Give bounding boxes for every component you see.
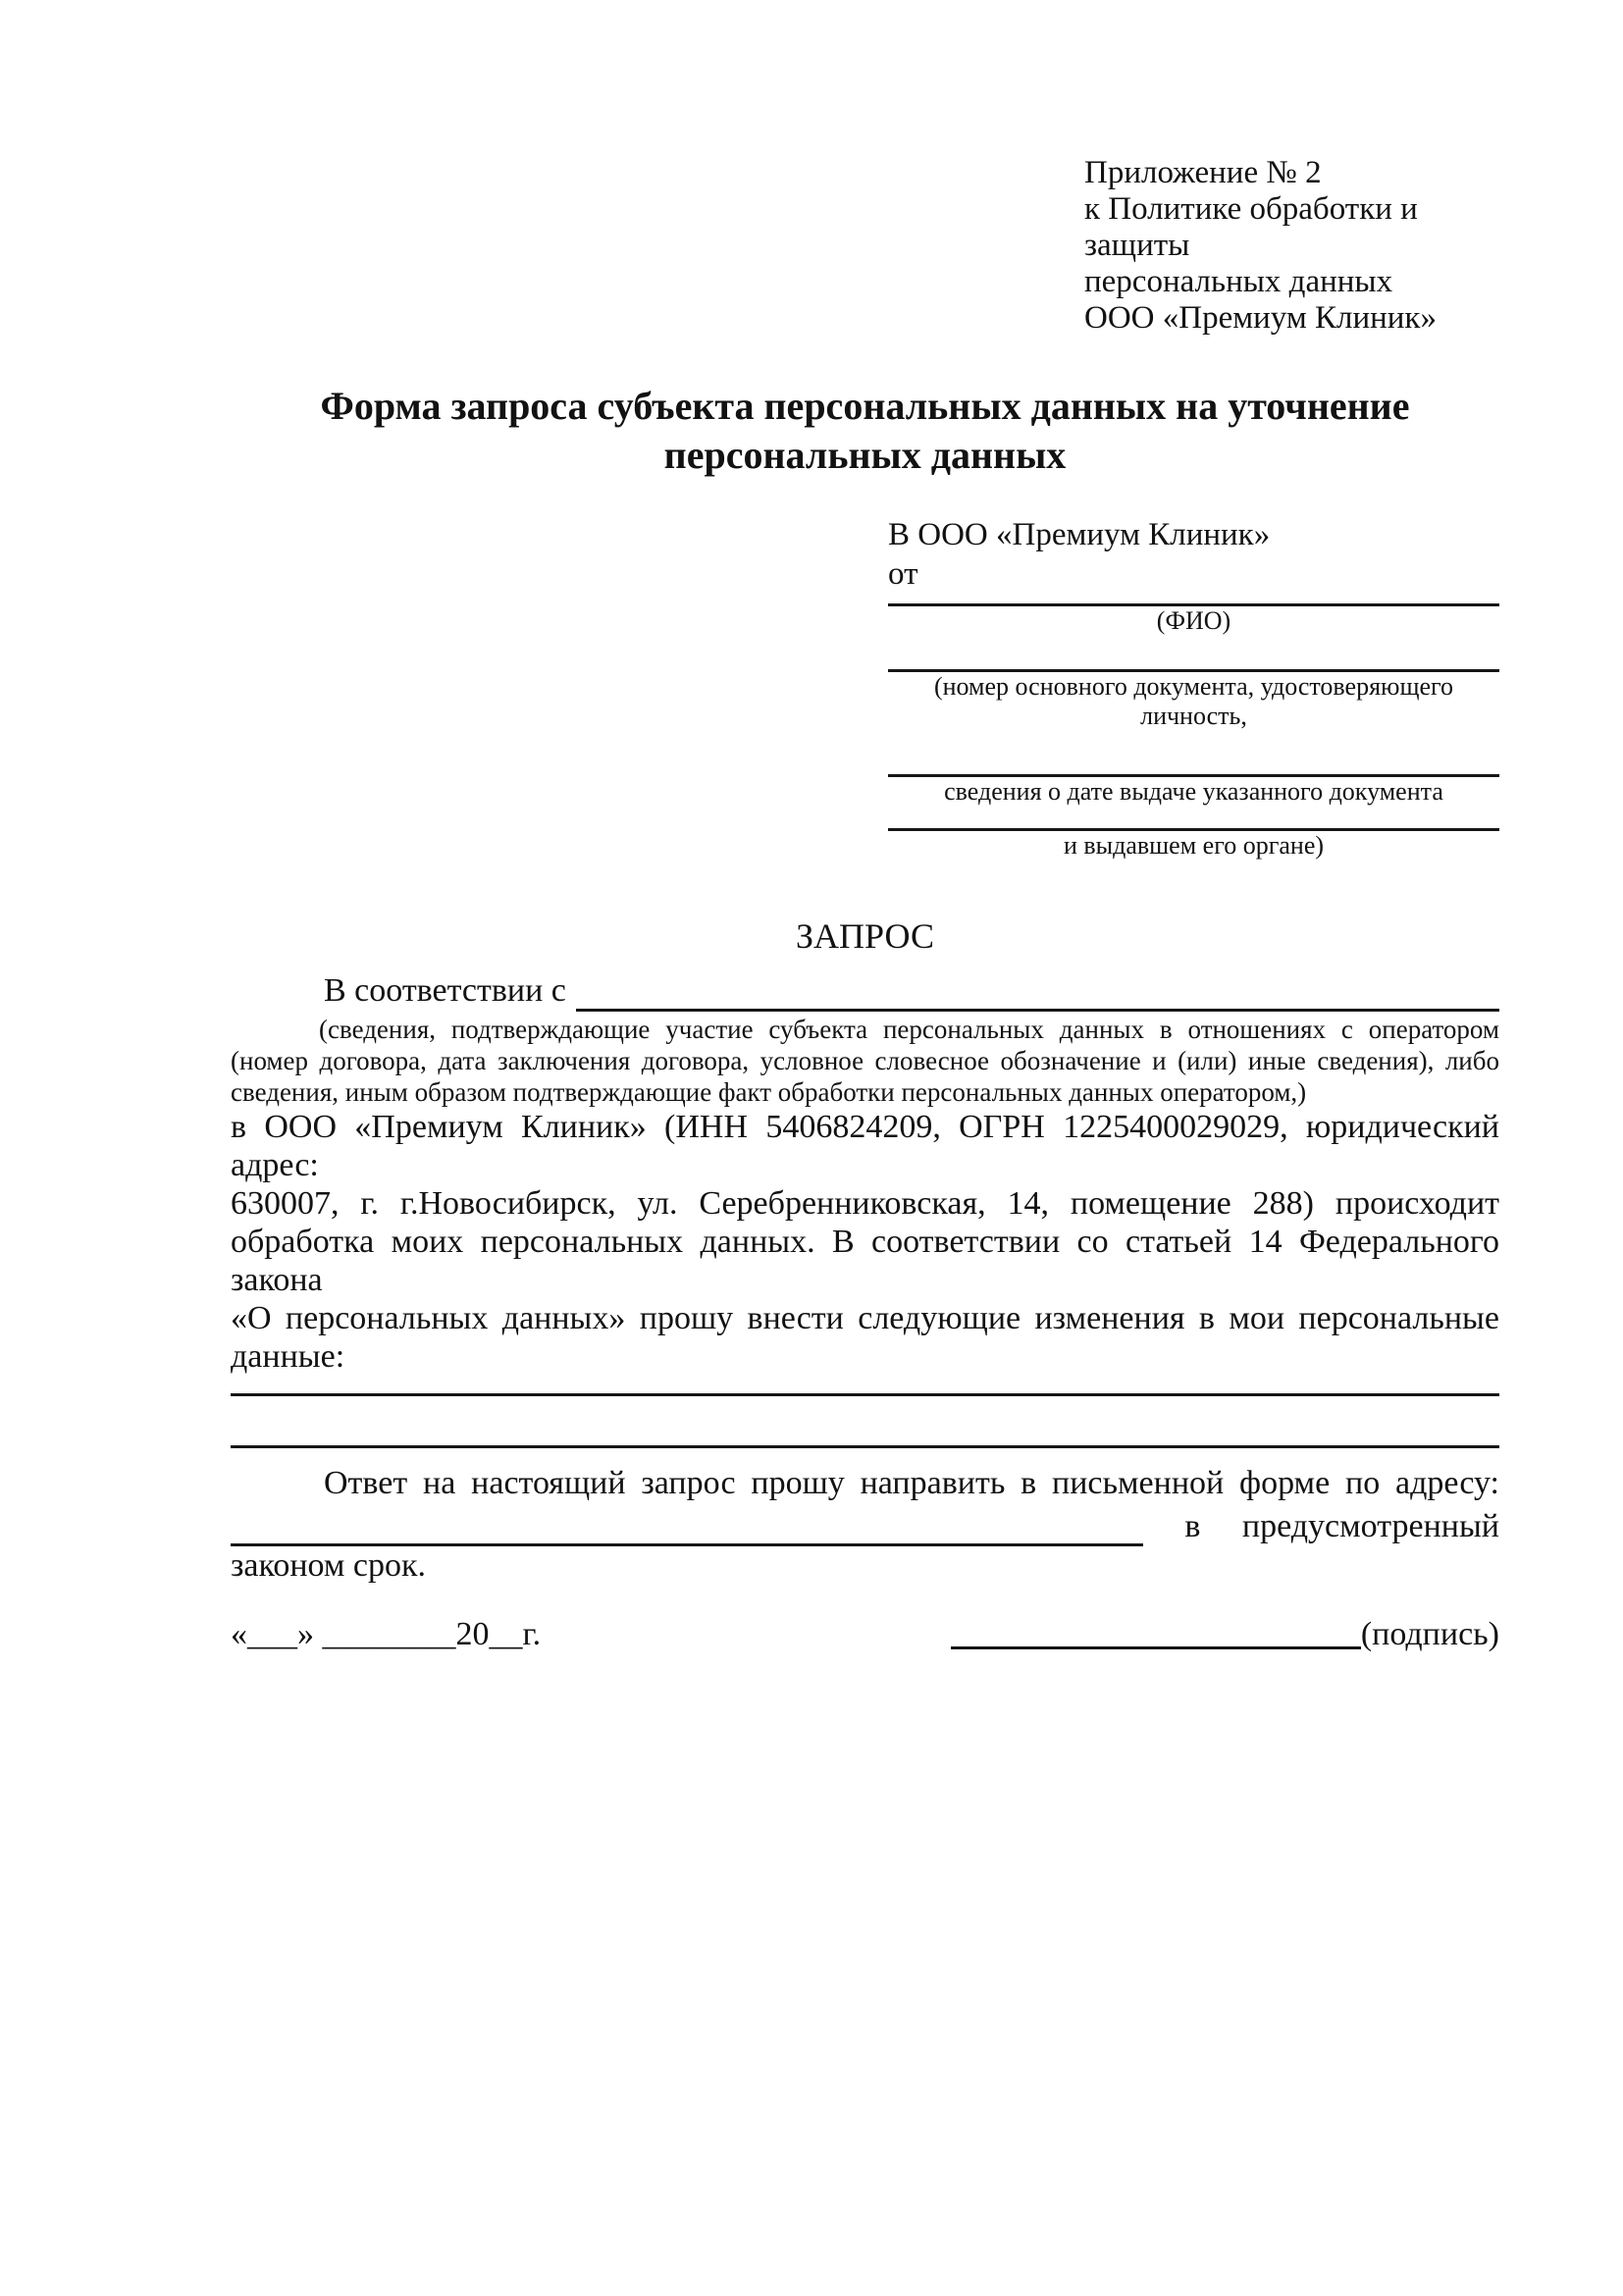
answer-paragraph-line1: Ответ на настоящий запрос прошу направить в письменной форме по адресу: [324, 1465, 1499, 1501]
body-paragraph [231, 1108, 1499, 1376]
signature-caption: (подпись) [1360, 1616, 1499, 1652]
appendix-line: к Политике обработки и защиты [1084, 191, 1418, 263]
body-line: «О персональных данных» прошу внести следующие изменения в мои персональные [231, 1300, 1499, 1336]
request-heading: ЗАПРОС [796, 916, 934, 956]
document-number-caption: (номер основного документа, удостоверяющего личность, [933, 672, 1454, 730]
changes-blank-field-1[interactable] [231, 1393, 1499, 1396]
document-title-text: Форма запроса субъекта персональных данных на уточнение персональных данных [320, 384, 1410, 477]
body-line: 630007, г. г.Новосибирск, ул. Серебренниковская, 14, помещение 288) происходит [231, 1185, 1499, 1222]
accordance-prefix: В соответствии с [324, 972, 566, 1009]
date-signature-row [231, 1613, 1499, 1654]
accordance-row [231, 970, 1499, 1012]
signature-blank-field[interactable] [951, 1613, 1361, 1649]
signature-group [951, 1613, 1499, 1654]
body-line: данные: [231, 1338, 345, 1375]
document-content [0, 155, 1623, 1654]
appendix-line: ООО «Премиум Клиник» [1084, 300, 1437, 336]
fio-blank-field[interactable] [888, 594, 1499, 606]
answer-paragraph-line2 [231, 1503, 1499, 1546]
address-blank-field[interactable] [231, 1510, 1143, 1546]
appendix-block [1084, 155, 1499, 337]
addressee-to: В ООО «Премиум Клиник» [888, 517, 1271, 552]
issue-date-caption: сведения о дате выдаче указанного документа [944, 777, 1443, 806]
explanatory-note: (сведения, подтверждающие участие субъекта персональных данных в отношениях с оператором (номер договора, дата заключения договора, условное словесное обозначение и (или) иные сведения), либо сведения, иным образом подтверждающие факт обработки персональных данных оператором,) [231, 1015, 1499, 1107]
addressee-block [888, 515, 1499, 861]
accordance-blank-field[interactable] [576, 975, 1499, 1012]
body-line: обработка моих персональных данных. В соответствии со статьей 14 Федерального закона [231, 1224, 1499, 1298]
answer-paragraph-line3: законом срок. [231, 1547, 426, 1584]
addressee-from-label: от [888, 556, 918, 592]
document-title [231, 382, 1499, 480]
date-blank-field[interactable]: «___» ________20__г. [231, 1616, 542, 1652]
issuing-authority-caption: и выдавшем его органе) [1063, 831, 1325, 860]
answer-word: в [1184, 1508, 1201, 1544]
changes-blank-field-2[interactable] [231, 1445, 1499, 1448]
body-line: в ООО «Премиум Клиник» (ИНН 5406824209, ОГРН 1225400029029, юридический адрес: [231, 1109, 1499, 1183]
appendix-line: Приложение № 2 [1084, 155, 1322, 190]
appendix-line: персональных данных [1084, 264, 1393, 299]
fio-caption: (ФИО) [1156, 606, 1231, 635]
answer-word: предусмотренный [1241, 1508, 1499, 1544]
